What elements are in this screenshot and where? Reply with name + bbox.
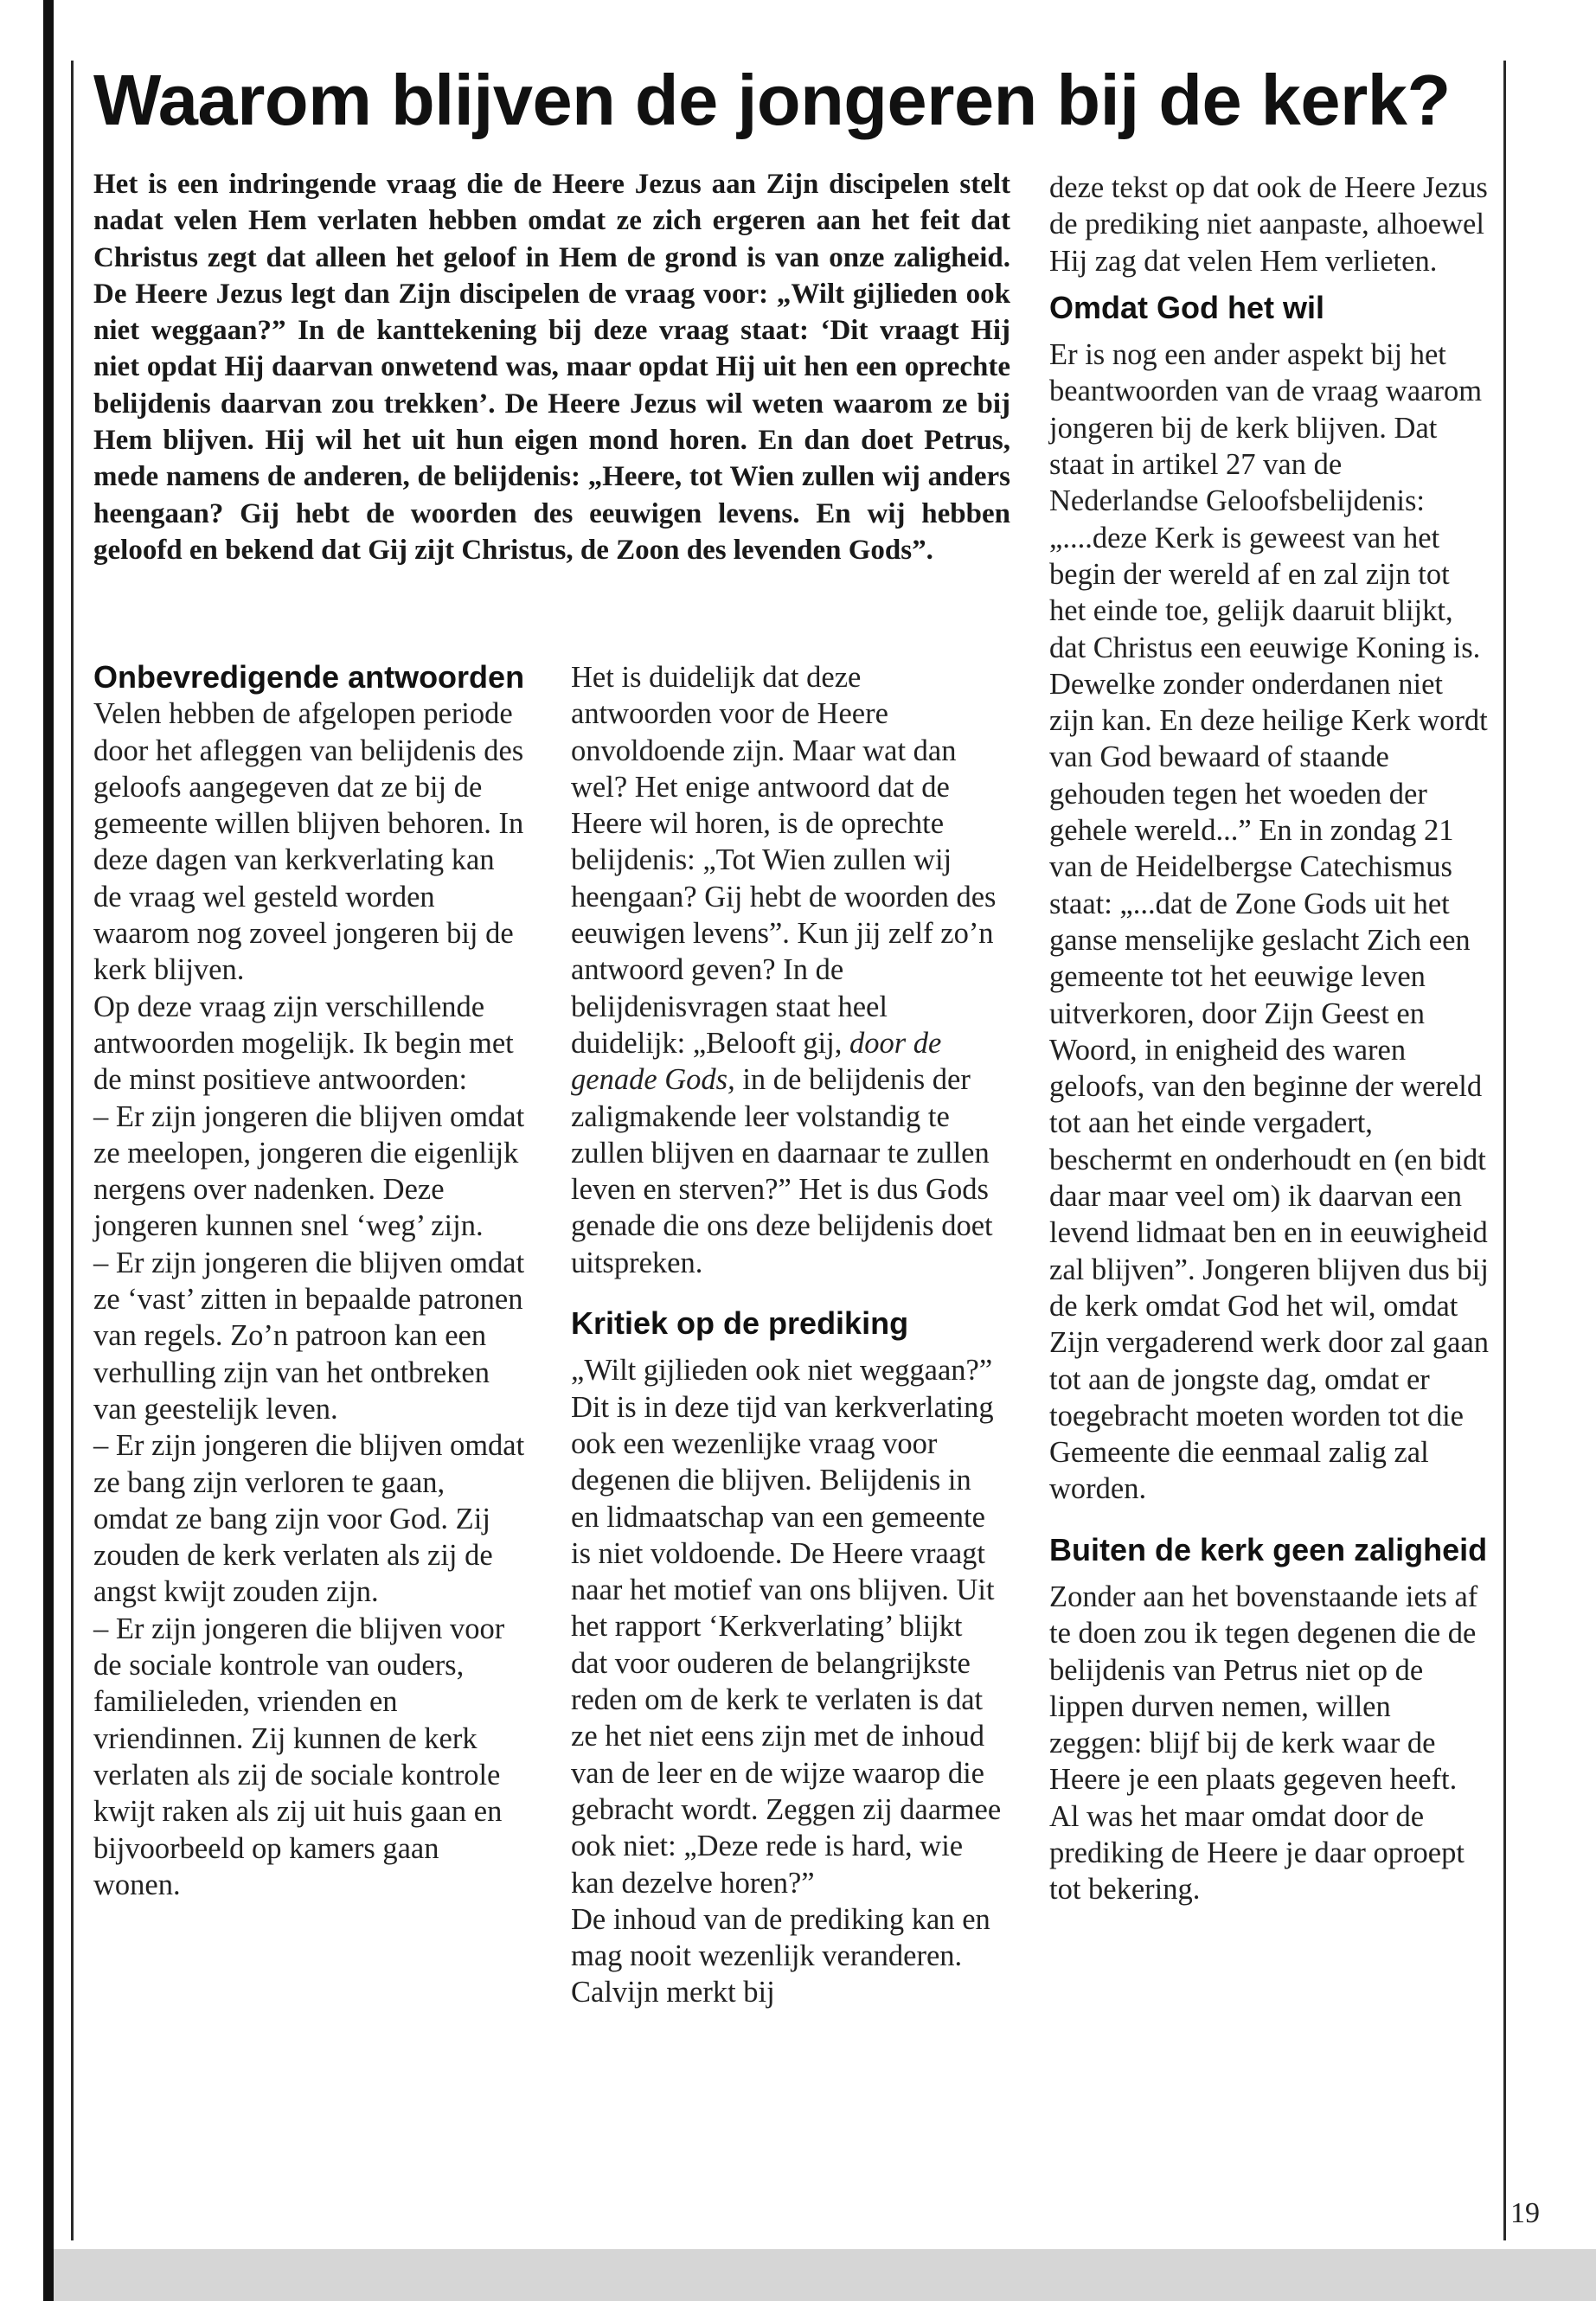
right-column-rule [1503, 61, 1506, 2240]
section-heading-onbevredigende: Onbevredigende antwoorden [93, 659, 525, 695]
column-3 [1049, 170, 1490, 1908]
page-number: 19 [1510, 2197, 1540, 2229]
scan-edge [43, 0, 54, 2301]
list-item: – Er zijn jongeren die blijven omdat ze ‘vast’ zitten in bepaalde patronen van regels. Zo’n patroon kan een verhulling zijn van het ontbreken van geestelijk leven. [93, 1246, 525, 1426]
column-1 [93, 659, 526, 1903]
text-run: in de belijdenis der zaligmakende leer volstandig te zullen blijven en daarnaar te zullen leven en sterven?” Het is dus Gods genade die ons deze belijdenis doet uitspreken. [571, 1063, 993, 1279]
paragraph: deze tekst op dat ook de Heere Jezus de prediking niet aanpaste, alhoewel Hij zag dat velen Hem verlieten. [1049, 171, 1488, 278]
column-2 [571, 659, 1003, 2011]
list-item: – Er zijn jongeren die blijven omdat ze bang zijn verloren te gaan, omdat ze bang zijn voor God. Zij zouden de kerk verlaten als zij de angst kwijt zouden zijn. [93, 1429, 525, 1609]
text-run: Het is duidelijk dat deze antwoorden voor de Heere onvoldoende zijn. Maar wat dan wel? Het enige antwoord dat de Heere wil horen, is de oprechte belijdenis: „Tot Wien zullen wij heengaan? Gij hebt de woorden des eeuwigen levens”. Kun jij zelf zo’n antwoord geven? In de belijdenisvragen staat heel duidelijk: „Belooft gij, [571, 661, 997, 1060]
article-intro: Het is een indringende vraag die de Heere Jezus aan Zijn discipelen stelt nadat velen Hem verlaten hebben omdat ze zich ergeren aan het feit dat Christus zegt dat alleen het geloof in Hem de grond is van onze zaligheid. De Heere Jezus legt dan Zijn discipelen de vraag voor: „Wilt gijlieden ook niet weggaan?” In de kanttekening bij deze vraag staat: ‘Dit vraagt Hij niet opdat Hij daarvan onwetend was, maar opdat Hij uit hen een oprechte belijdenis daarvan zou trekken’. De Heere Jezus wil weten waarom ze bij Hem blijven. Hij wil het uit hun eigen mond horen. En dan doet Petrus, mede namens de anderen, de belijdenis: „Heere, tot Wien zullen wij anders heengaan? Gij hebt de woorden des eeuwigen levens. En wij hebben geloofd en bekend dat Gij zijt Christus, de Zoon des levenden Gods”. [93, 169, 1010, 566]
paragraph: Er is nog een ander aspekt bij het beantwoorden van de vraag waarom jongeren bij de kerk blijven. Dat staat in artikel 27 van de Nederlandse Geloofsbelijdenis: „....deze Kerk is geweest van het begin der wereld af en zal zijn tot het einde toe, gelijk daaruit blijkt, dat Christus een eeuwige Koning is. Dewelke zonder onderdanen niet zijn kan. En deze heilige Kerk wordt van God bewaard of staande gehouden tegen het woeden der gehele wereld...” En in zondag 21 van de Heidelbergse Catechismus staat: „...dat de Zone Gods uit het ganse menselijke geslacht Zich een gemeente tot het eeuwige leven uitverkoren, door Zijn Geest en Woord, in enigheid des waren geloofs, van den beginne der wereld tot aan het einde vergadert, beschermt en onderhoudt en (en bidt daar maar veel om) ik daarvan een levend lidmaat ben en in eeuwigheid zal blijven”. Jongeren blijven dus bij de kerk omdat God het wil, omdat Zijn vergaderend werk door zal gaan tot aan de jongste dag, omdat er toegebracht moeten worden tot die Gemeente die eenmaal zalig zal worden. [1049, 338, 1490, 1506]
italic-text-run: door de genade Gods, [571, 1026, 942, 1097]
footer-band [54, 2249, 1596, 2301]
paragraph: Op deze vraag zijn verschillende antwoorden mogelijk. Ik begin met de minst positieve antwoorden: [93, 990, 514, 1097]
paragraph: Zonder aan het bovenstaande iets af te doen zou ik tegen degenen die de belijdenis van Petrus niet op de lippen durven nemen, willen zeggen: blijf bij de kerk waar de Heere je een plaats gegeven heeft. Al was het maar omdat door de prediking de Heere je daar oproept tot bekering. [1049, 1580, 1478, 1907]
paragraph: „Wilt gijlieden ook niet weggaan?” Dit is in deze tijd van kerkverlating ook een wezenlijke vraag voor degenen die blijven. Belijdenis in en lidmaatschap van een gemeente is niet voldoende. De Heere vraagt naar het motief van ons blijven. Uit het rapport ‘Kerkverlating’ blijkt dat voor ouderen de belangrijkste reden om de kerk te verlaten is dat ze het niet eens zijn met de inhoud van de leer en de wijze waarop die gebracht wordt. Zeggen zij daarmee ook niet: „Deze rede is hard, wie kan dezelve horen?” [571, 1354, 1002, 1900]
list-item: – Er zijn jongeren die blijven voor de sociale kontrole van ouders, familieleden, vrienden en vriendinnen. Zij kunnen de kerk verlaten als zij de sociale kontrole kwijt raken als zij uit huis gaan en bijvoorbeeld op kamers gaan wonen. [93, 1612, 505, 1901]
paragraph: De inhoud van de prediking kan en mag nooit wezenlijk veranderen. Calvijn merkt bij [571, 1902, 990, 2009]
paragraph: Velen hebben de afgelopen periode door het afleggen van belijdenis des geloofs aangegeven dat ze bij de gemeente willen blijven behoren. In deze dagen van kerkverlating kan de vraag wel gesteld worden waarom nog zoveel jongeren bij de kerk blijven. [93, 697, 524, 987]
left-column-rule [71, 61, 74, 2240]
article-title: Waarom blijven de jongeren bij de kerk? [93, 60, 1451, 140]
paragraph [571, 659, 1003, 1281]
section-heading-kritiek: Kritiek op de prediking [571, 1305, 909, 1342]
section-heading-omdat-god: Omdat God het wil [1049, 289, 1325, 325]
list-item: – Er zijn jongeren die blijven omdat ze meelopen, jongeren die eigenlijk nergens over nadenken. Deze jongeren kunnen snel ‘weg’ zijn. [93, 1099, 525, 1243]
section-heading-buiten-de-kerk: Buiten de kerk geen zaligheid [1049, 1531, 1488, 1567]
